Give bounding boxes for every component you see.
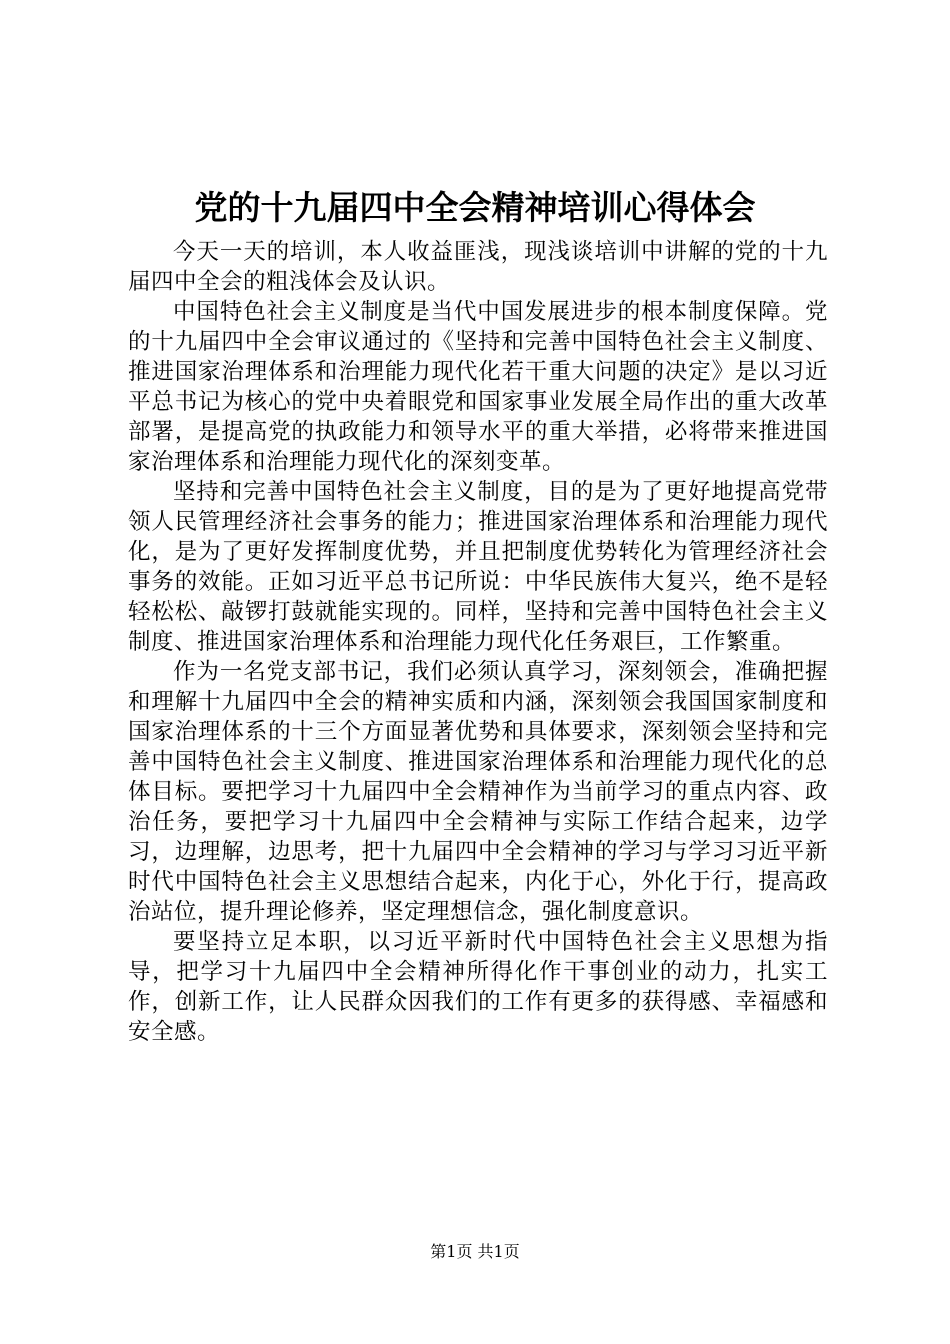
paragraph-purpose: 坚持和完善中国特色社会主义制度，目的是为了更好地提高党带领人民管理经济社会事务的能力；推进国家治理体系和治理能力现代化，是为了更好发挥制度优势，并且把制度优势转化为管理经济社会事务的效能。正如习近平总书记所说：中华民族伟大复兴，绝不是轻轻松松、敲锣打鼓就能实现的。同样，坚持和完善中国特色社会主义制度、推进国家治理体系和治理能力现代化任务艰巨，工作繁重。 — [128, 479, 828, 655]
paragraph-party-secretary: 作为一名党支部书记，我们必须认真学习，深刻领会，准确把握和理解十九届四中全会的精神实质和内涵，深刻领会我国国家制度和国家治理体系的十三个方面显著优势和具体要求，深刻领会坚持和完善中国特色社会主义制度、推进国家治理体系和治理能力现代化的总体目标。要把学习十九届四中全会精神作为当前学习的重点内容、政治任务，要把学习十九届四中全会精神与实际工作结合起来，边学习，边理解，边思考，把十九届四中全会精神的学习与学习习近平新时代中国特色社会主义思想结合起来，内化于心，外化于行，提高政治站位，提升理论修养，坚定理想信念，强化制度意识。 — [128, 659, 828, 925]
paragraph-system-guarantee: 中国特色社会主义制度是当代中国发展进步的根本制度保障。党的十九届四中全会审议通过的《坚持和完善中国特色社会主义制度、推进国家治理体系和治理能力现代化若干重大问题的决定》是以习近平总书记为核心的党中央着眼党和国家事业发展全局作出的重大改革部署，是提高党的执政能力和领导水平的重大举措，必将带来推进国家治理体系和治理能力现代化的深刻变革。 — [128, 299, 828, 475]
paragraph-intro: 今天一天的培训，本人收益匪浅，现浅谈培训中讲解的党的十九届四中全会的粗浅体会及认识。 — [128, 239, 828, 295]
paragraph-conclusion: 要坚持立足本职，以习近平新时代中国特色社会主义思想为指导，把学习十九届四中全会精神所得化作干事创业的动力，扎实工作，创新工作，让人民群众因我们的工作有更多的获得感、幸福感和安全感。 — [128, 929, 828, 1045]
document-title: 党的十九届四中全会精神培训心得体会 — [194, 188, 756, 227]
document-body — [128, 237, 828, 1047]
page-number-footer: 第1页 共1页 — [430, 1242, 520, 1261]
